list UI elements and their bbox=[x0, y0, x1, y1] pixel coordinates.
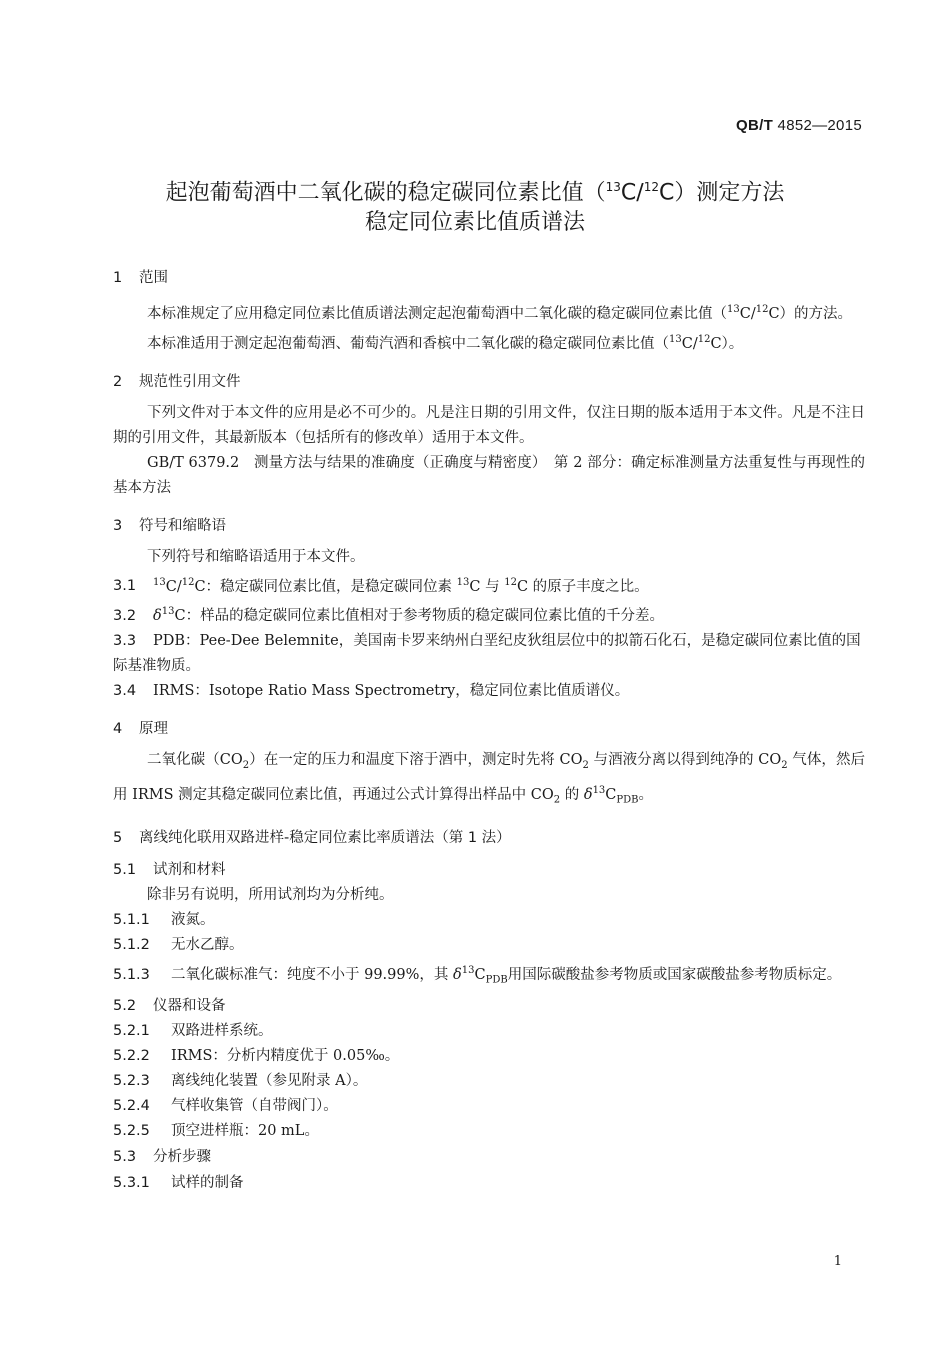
clause-5-2-1: 5.2.1 双路进样系统。 bbox=[113, 1022, 273, 1039]
clause-5-1-3: 5.1.3 二氧化碳标准气：纯度不小于 99.99%，其 $\delta^{13}C_{PDB}$用国际碳酸盐参考物质或国家碳酸盐参考物质标定。 bbox=[113, 964, 842, 986]
standard-number: 4852—2015 bbox=[777, 117, 862, 134]
section-1-para-2: 本标准适用于测定起泡葡萄酒、葡萄汽酒和香槟中二氧化碳的稳定碳同位素比值（$^{13}$C/$^{12}$C）。 bbox=[147, 333, 744, 352]
standard-prefix: QB/T bbox=[736, 117, 774, 134]
clause-3-4: 3.4 IRMS：Isotope Ratio Mass Spectrometry，稳定同位素比值质谱仪。 bbox=[113, 683, 630, 700]
clause-3-1: 3.1 $^{13}$C/$^{12}$C：稳定碳同位素比值，是稳定碳同位素 $^{13}$C 与 $^{12}$C 的原子丰度之比。 bbox=[113, 576, 649, 595]
clause-3-2: 3.2 $\delta^{13}C$：样品的稳定碳同位素比值相对于参考物质的稳定碳同位素比值的千分差。 bbox=[113, 606, 665, 625]
section-3-intro: 下列符号和缩略语适用于本文件。 bbox=[147, 548, 365, 565]
section-1-heading: 1 范围 bbox=[113, 270, 168, 286]
section-5-heading: 5 离线纯化联用双路进样-稳定同位素比率质谱法（第 1 法） bbox=[113, 829, 511, 846]
section-5-1-heading: 5.1 试剂和材料 bbox=[113, 861, 226, 878]
title-line-2: 稳定同位素比值质谱法 bbox=[364, 210, 585, 236]
clause-3-3: 3.3 PDB：Pee-Dee Belemnite，美国南卡罗来纳州白垩纪皮狄组层位中的拟箭石化石，是稳定碳同位素比值的国际基准物质。 bbox=[113, 633, 861, 675]
section-1-para-1: 本标准规定了应用稳定同位素比值质谱法测定起泡葡萄酒中二氧化碳的稳定碳同位素比值（$^{13}$C/$^{12}$C）的方法。 bbox=[147, 304, 853, 322]
clause-5-2-4: 5.2.4 气样收集管（自带阀门）。 bbox=[113, 1097, 338, 1114]
section-2-para-1: 下列文件对于本文件的应用是必不可少的。凡是注日期的引用文件，仅注日期的版本适用于本文件。凡是不注日期的引用文件，其最新版本（包括所有的修改单）适用于本文件。 bbox=[113, 404, 865, 446]
section-4-para: 二氧化碳$(CO_2)$在一定的压力和温度下溶于酒中，测定时先将 $CO_2$ 与酒液分离以得到纯净的 $CO_2$ 气体，然后用 IRMS 测定其稳定碳同位素比值，再通过公式计算得出样品中 $CO_2$ 的 $\delta^{13}C_{PDB}$。 bbox=[113, 752, 866, 806]
section-3-heading: 3 符号和缩略语 bbox=[113, 517, 226, 534]
section-5-3-1-heading: 5.3.1 试样的制备 bbox=[113, 1174, 244, 1191]
document-body bbox=[113, 265, 865, 1196]
document-title bbox=[0, 172, 950, 238]
section-5-1-intro: 除非另有说明，所用试剂均为分析纯。 bbox=[147, 886, 394, 903]
page-number: 1 bbox=[833, 1254, 842, 1269]
title-line-1: 起泡葡萄酒中二氧化碳的稳定碳同位素比值（$^{13}$C/$^{12}$C）测定方法 bbox=[165, 180, 785, 206]
clause-5-2-3: 5.2.3 离线纯化装置（参见附录 A）。 bbox=[113, 1072, 368, 1089]
clause-5-2-5: 5.2.5 顶空进样瓶：20 mL。 bbox=[113, 1122, 319, 1139]
clause-5-2-2: 5.2.2 IRMS：分析内精度优于 0.05‰。 bbox=[113, 1047, 400, 1064]
clause-5-1-1: 5.1.1 液氮。 bbox=[113, 911, 215, 928]
section-2-heading: 2 规范性引用文件 bbox=[113, 373, 241, 390]
section-5-3-heading: 5.3 分析步骤 bbox=[113, 1148, 211, 1165]
section-5-2-heading: 5.2 仪器和设备 bbox=[113, 997, 226, 1014]
standard-code bbox=[736, 117, 862, 134]
section-4-heading: 4 原理 bbox=[113, 721, 168, 738]
clause-5-1-2: 5.1.2 无水乙醇。 bbox=[113, 936, 244, 953]
section-2-reference: GB/T 6379.2 测量方法与结果的准确度（正确度与精密度） 第 2 部分：确定标准测量方法重复性与再现性的基本方法 bbox=[113, 454, 865, 496]
